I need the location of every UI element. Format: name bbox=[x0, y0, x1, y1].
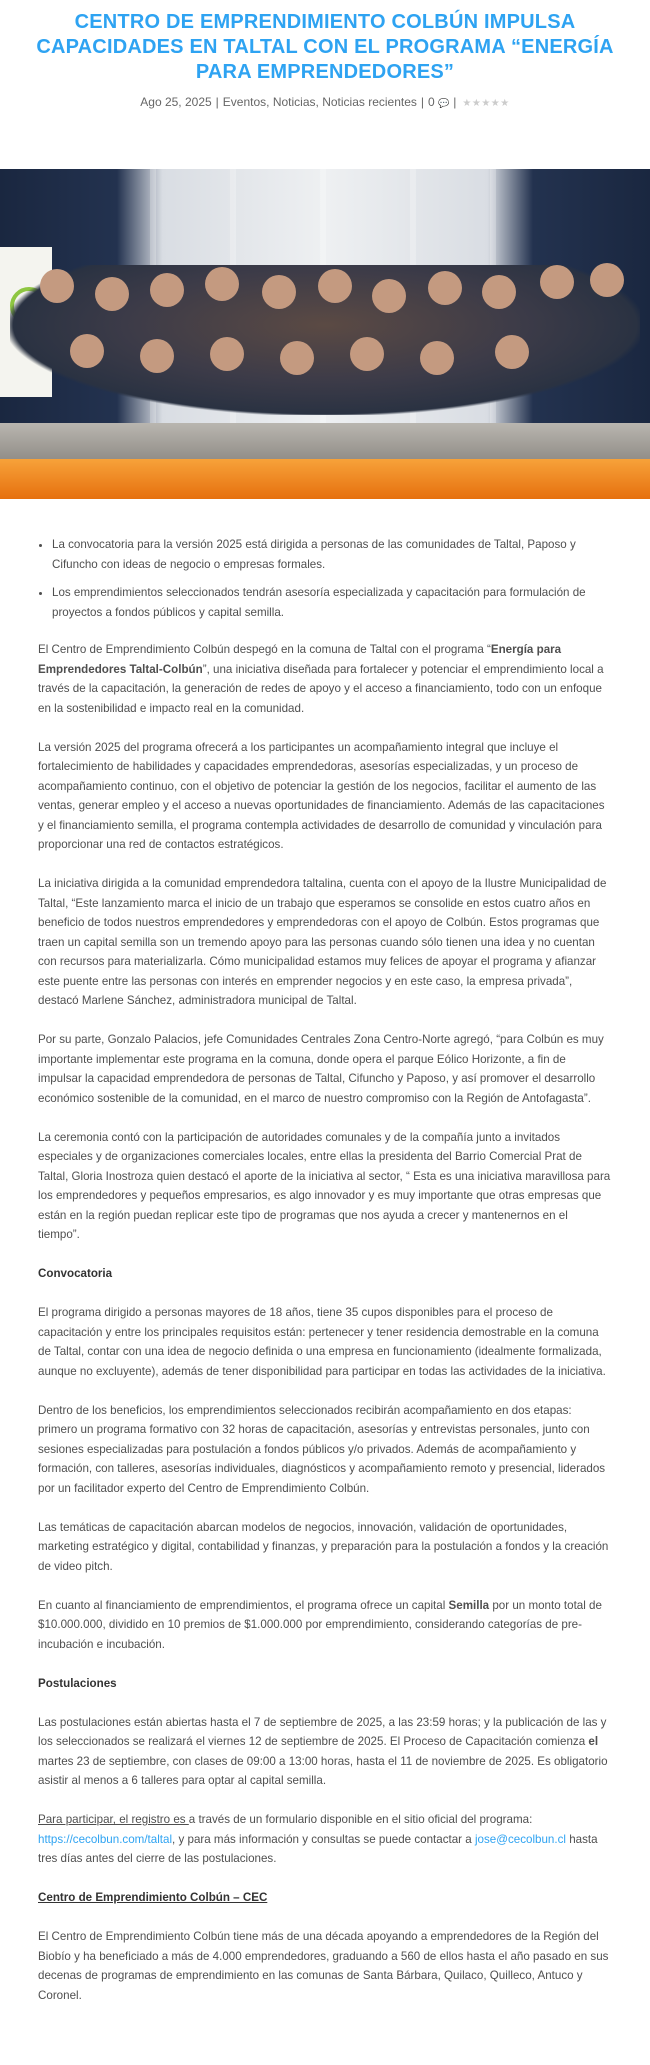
comment-bubble-icon: 💬 bbox=[438, 98, 450, 108]
comments-count: 0 bbox=[428, 95, 435, 109]
article-body bbox=[38, 535, 612, 2005]
paragraph: Por su parte, Gonzalo Palacios, jefe Comunidades Centrales Zona Centro-Norte agregó, “para Colbún es muy importante implementar este programa en la comuna, donde opera el parque Eólico Horizonte, a fin de impulsar la capacidad emprendedora de personas de Taltal, Cifuncho y Paposo, y así promover el desarrollo económico sostenible de la comunidad, en el marco de nuestro compromiso con la Región de Antofagasta”. bbox=[38, 1033, 604, 1105]
paragraph: Las temáticas de capacitación abarcan modelos de negocios, innovación, validación de oportunidades, marketing estratégico y digital, contabilidad y finanzas, y preparación para la postulación a fondos y la creación de video pitch. bbox=[38, 1520, 609, 1573]
stage-floor bbox=[0, 423, 650, 463]
contact-email-link[interactable]: jose@cecolbun.cl bbox=[474, 1832, 566, 1846]
section-heading-cec: Centro de Emprendimiento Colbún – CEC bbox=[38, 1891, 268, 1904]
category-link-noticias-recientes[interactable]: Noticias recientes bbox=[322, 95, 417, 109]
paragraph: La iniciativa dirigida a la comunidad emprendedora taltalina, cuenta con el apoyo de la Ilustre Municipalidad de Taltal, “Este lanzamiento marca el inicio de un trabajo que esperamos se consolide en estos cuatro años en beneficio de todos nuestros emprendedores y emprendedoras con el apoyo de Colbún. Estos programas que traen un capital semilla son un tremendo apoyo para las personas cuando sólo tienen una idea y no cuentan con recursos para materializarla. Cómo municipalidad estamos muy felices de apoyar el programa y afianzar este puente entre las personas con interés en emprender negocios y en este caso, la empresa privada”, destacó Marlene Sánchez, administradora municipal de Taltal. bbox=[38, 877, 607, 1007]
list-item: • La convocatoria para la versión 2025 está dirigida a personas de las comunidades de Taltal, Paposo y Cifuncho con ideas de negocio o empresas formales. bbox=[52, 535, 612, 574]
section-heading-postulaciones: Postulaciones bbox=[38, 1676, 117, 1690]
paragraph: El Centro de Emprendimiento Colbún tiene más de una década apoyando a emprendedores de la Región del Biobío y ha beneficiado a más de 4.000 emprendedores, graduando a 560 de ellos hasta el año pasado en sus decenas de programas de emprendimiento en las comunas de Santa Bárbara, Quilaco, Quilleco, Antuco y Coronel. bbox=[38, 1930, 609, 2002]
post-meta: Ago 25, 2025 | Eventos, Noticias, Noticias recientes | 0 💬 | ★★★★★ bbox=[140, 95, 510, 109]
paragraph: El Centro de Emprendimiento Colbún despegó en la comuna de Taltal con el programa “Energía para Emprendedores Taltal-Colbún”, una iniciativa diseñada para fortalecer y potenciar el emprendimiento local a través de la capacitación, la generación de redes de apoyo y el acceso a financiamiento, todo con un enfoque en la sostenibilidad e impacto real en la comunidad. bbox=[38, 643, 604, 715]
paragraph: El programa dirigido a personas mayores de 18 años, tiene 35 cupos disponibles para el proceso de capacitación y entre los principales requisitos están: pertenecer y tener residencia demostrable en la comuna de Taltal, contar con una idea de negocio definida o una empresa en funcionamiento (idealmente formalizada, aunque no excluyente), además de tener disponibilidad para participar en todas las actividades de la iniciativa. bbox=[38, 1306, 606, 1378]
rating-stars-icon[interactable]: ★★★★★ bbox=[462, 98, 510, 109]
stage-edge bbox=[0, 459, 650, 499]
post-date: Ago 25, 2025 bbox=[140, 95, 212, 109]
summary-list bbox=[52, 535, 612, 622]
paragraph: En cuanto al financiamiento de emprendimientos, el programa ofrece un capital Semilla por un monto total de $10.000.000, dividido en 10 premios de $1.000.000 por emprendimiento, considerando categorías de pre-incubación e incubación. bbox=[38, 1598, 602, 1651]
paragraph: La ceremonia contó con la participación de autoridades comunales y de la compañía junto a invitados especiales y de organizaciones comerciales locales, entre ellas la presidenta del Barrio Comercial Prat de Taltal, Gloria Inostroza quien destacó el aporte de la iniciativa al sector, “ Esta es una iniciativa maravillosa para los emprendedores y pequeños empresarios, es algo innovador y es muy importante que otras empresas que están en la región puedan replicar este tipo de programas que nos ayuda a crecer y mantenernos en el tiempo”. bbox=[38, 1130, 611, 1241]
paragraph: Dentro de los beneficios, los emprendimientos seleccionados recibirán acompañamiento en dos etapas: primero un programa formativo con 32 horas de capacitación, asesorías y entrevistas personales, junto con sesiones especializadas para postulación a fondos públicos y/o privados. Además de acompañamiento y formación, con talleres, asesorías individuales, diagnósticos y acompañamiento remoto y presencial, liderados por un facilitador experto del Centro de Emprendimiento Colbún. bbox=[38, 1403, 606, 1495]
category-link-eventos[interactable]: Eventos bbox=[222, 95, 267, 109]
comments-link[interactable] bbox=[428, 95, 449, 109]
hero-image bbox=[0, 169, 650, 499]
paragraph: Para participar, el registro es a través de un formulario disponible en el sitio oficial del programa: https://cecolbun.com/taltal, y para más información y consultas se puede contactar a jose@cecolbun.cl hasta tres días antes del cierre de las postulaciones. bbox=[38, 1813, 598, 1865]
article-title: CENTRO DE EMPRENDIMIENTO COLBÚN IMPULSA CAPACIDADES EN TALTAL CON EL PROGRAMA “ENERGÍA PARA EMPRENDEDORES” bbox=[36, 11, 614, 83]
program-website-link[interactable]: https://cecolbun.com/taltal bbox=[38, 1832, 173, 1846]
paragraph: Las postulaciones están abiertas hasta el 7 de septiembre de 2025, a las 23:59 horas; y la publicación de las y los seleccionados se realizará el viernes 12 de septiembre de 2025. El Proceso de Capacitación comienza el martes 23 de septiembre, con clases de 09:00 a 13:00 horas, hasta el 11 de noviembre de 2025. Es obligatorio asistir al menos a 6 talleres para optar al capital semilla. bbox=[38, 1715, 608, 1787]
list-item: • Los emprendimientos seleccionados tendrán asesoría especializada y capacitación para formulación de proyectos a fondos públicos y capital semilla. bbox=[52, 583, 612, 622]
paragraph: La versión 2025 del programa ofrecerá a los participantes un acompañamiento integral que incluye el fortalecimiento de habilidades y capacidades emprendedoras, asesorías especializadas, y un proceso de acompañamiento continuo, con el objetivo de potenciar la gestión de los negocios, facilitar el aumento de las ventas, generar empleo y el acceso a nuevas oportunidades de financiamiento. Además de las capacitaciones y el financiamiento semilla, el programa contempla actividades de desarrollo de comunidad y vinculación para proporcionar una red de contactos estratégicos. bbox=[38, 740, 605, 851]
section-heading-convocatoria: Convocatoria bbox=[38, 1267, 113, 1280]
category-link-noticias[interactable]: Noticias bbox=[272, 95, 316, 109]
